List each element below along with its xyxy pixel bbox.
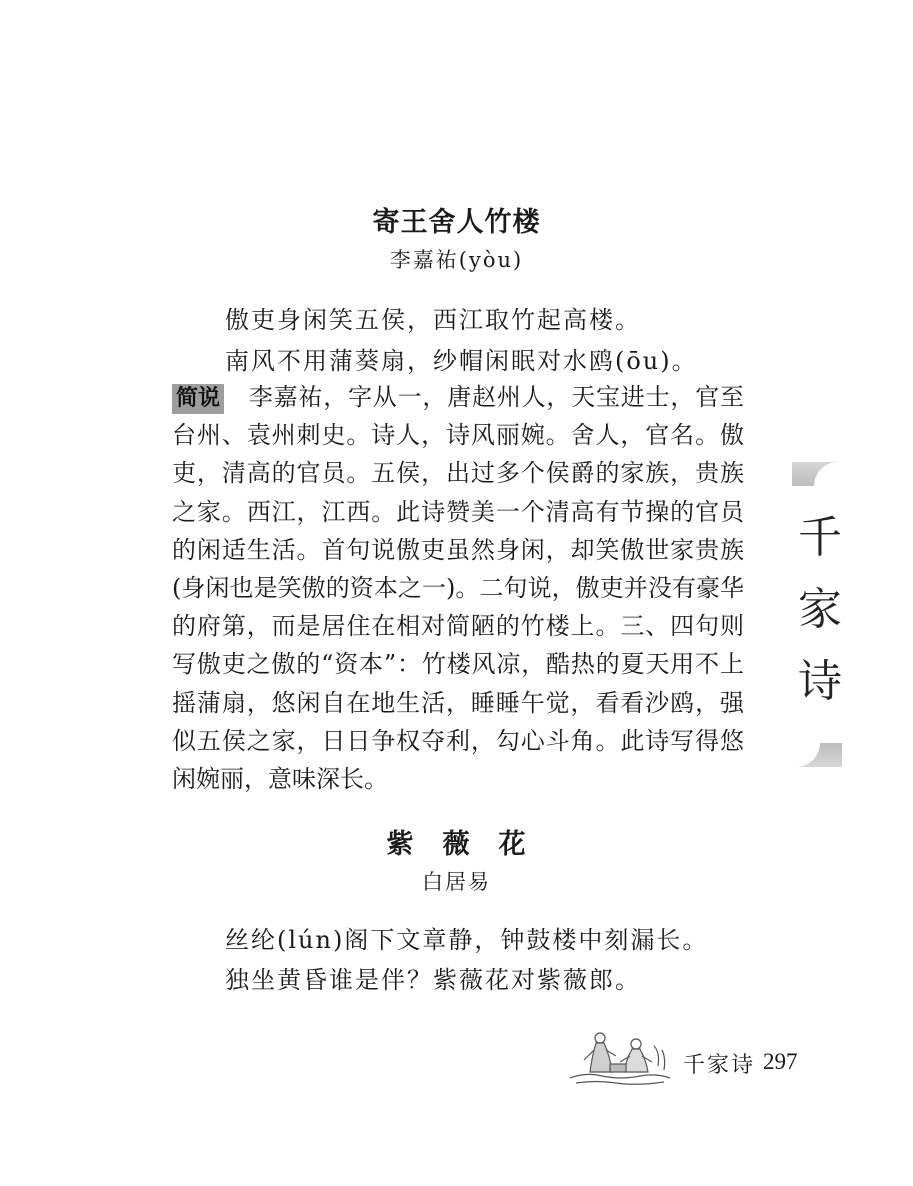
page-number: 297 (763, 1049, 798, 1074)
poem-1-line-2: 南风不用蒲葵扇，纱帽闲眠对水鸥(ōu)。 (225, 347, 698, 375)
poem-1-line-1: 傲吏身闲笑五侯，西江取竹起高楼。 (225, 306, 641, 334)
poem-2-author: 白居易 (422, 870, 491, 894)
scholars-illustration-icon (566, 1026, 672, 1088)
poem-2-title: 紫 薇 花 (386, 829, 527, 860)
side-section-tab (792, 462, 842, 767)
tab-section-title: 千 家 诗 (798, 512, 842, 707)
footer-book-title: 千家诗 (683, 1053, 756, 1078)
poem-1-title: 寄王舍人竹楼 (372, 207, 541, 238)
commentary-block (172, 378, 744, 798)
poem-2-line-1: 丝纶(lún)阁下文章静，钟鼓楼中刻漏长。 (225, 926, 709, 954)
commentary-label: 简说 (172, 384, 224, 414)
poem-2-line-2: 独坐黄昏谁是伴？紫薇花对紫薇郎。 (225, 966, 641, 994)
poem-1-author: 李嘉祐(yòu) (389, 248, 524, 272)
commentary-text: 李嘉祐，字从一，唐赵州人，天宝进士，官至台州、袁州刺史。诗人，诗风丽婉。舍人，官名。傲吏，清高的官员。五侯，出过多个侯爵的家族，贵族之家。西江，江西。此诗赞美一个清高有节操的官员的闲适生活。首句说傲吏虽然身闲，却笑傲世家贵族(身闲也是笑傲的资本之一)。二句说，傲吏并没有豪华的府第，而是居住在相对简陋的竹楼上。三、四句则写傲吏之傲的“资本”：竹楼风凉，酷热的夏天用不上摇蒲扇，悠闲自在地生活，睡睡午觉，看看沙鸥，强似五侯之家，日日争权夺利，勾心斗角。此诗写得悠闲婉丽，意味深长。 (172, 383, 744, 794)
